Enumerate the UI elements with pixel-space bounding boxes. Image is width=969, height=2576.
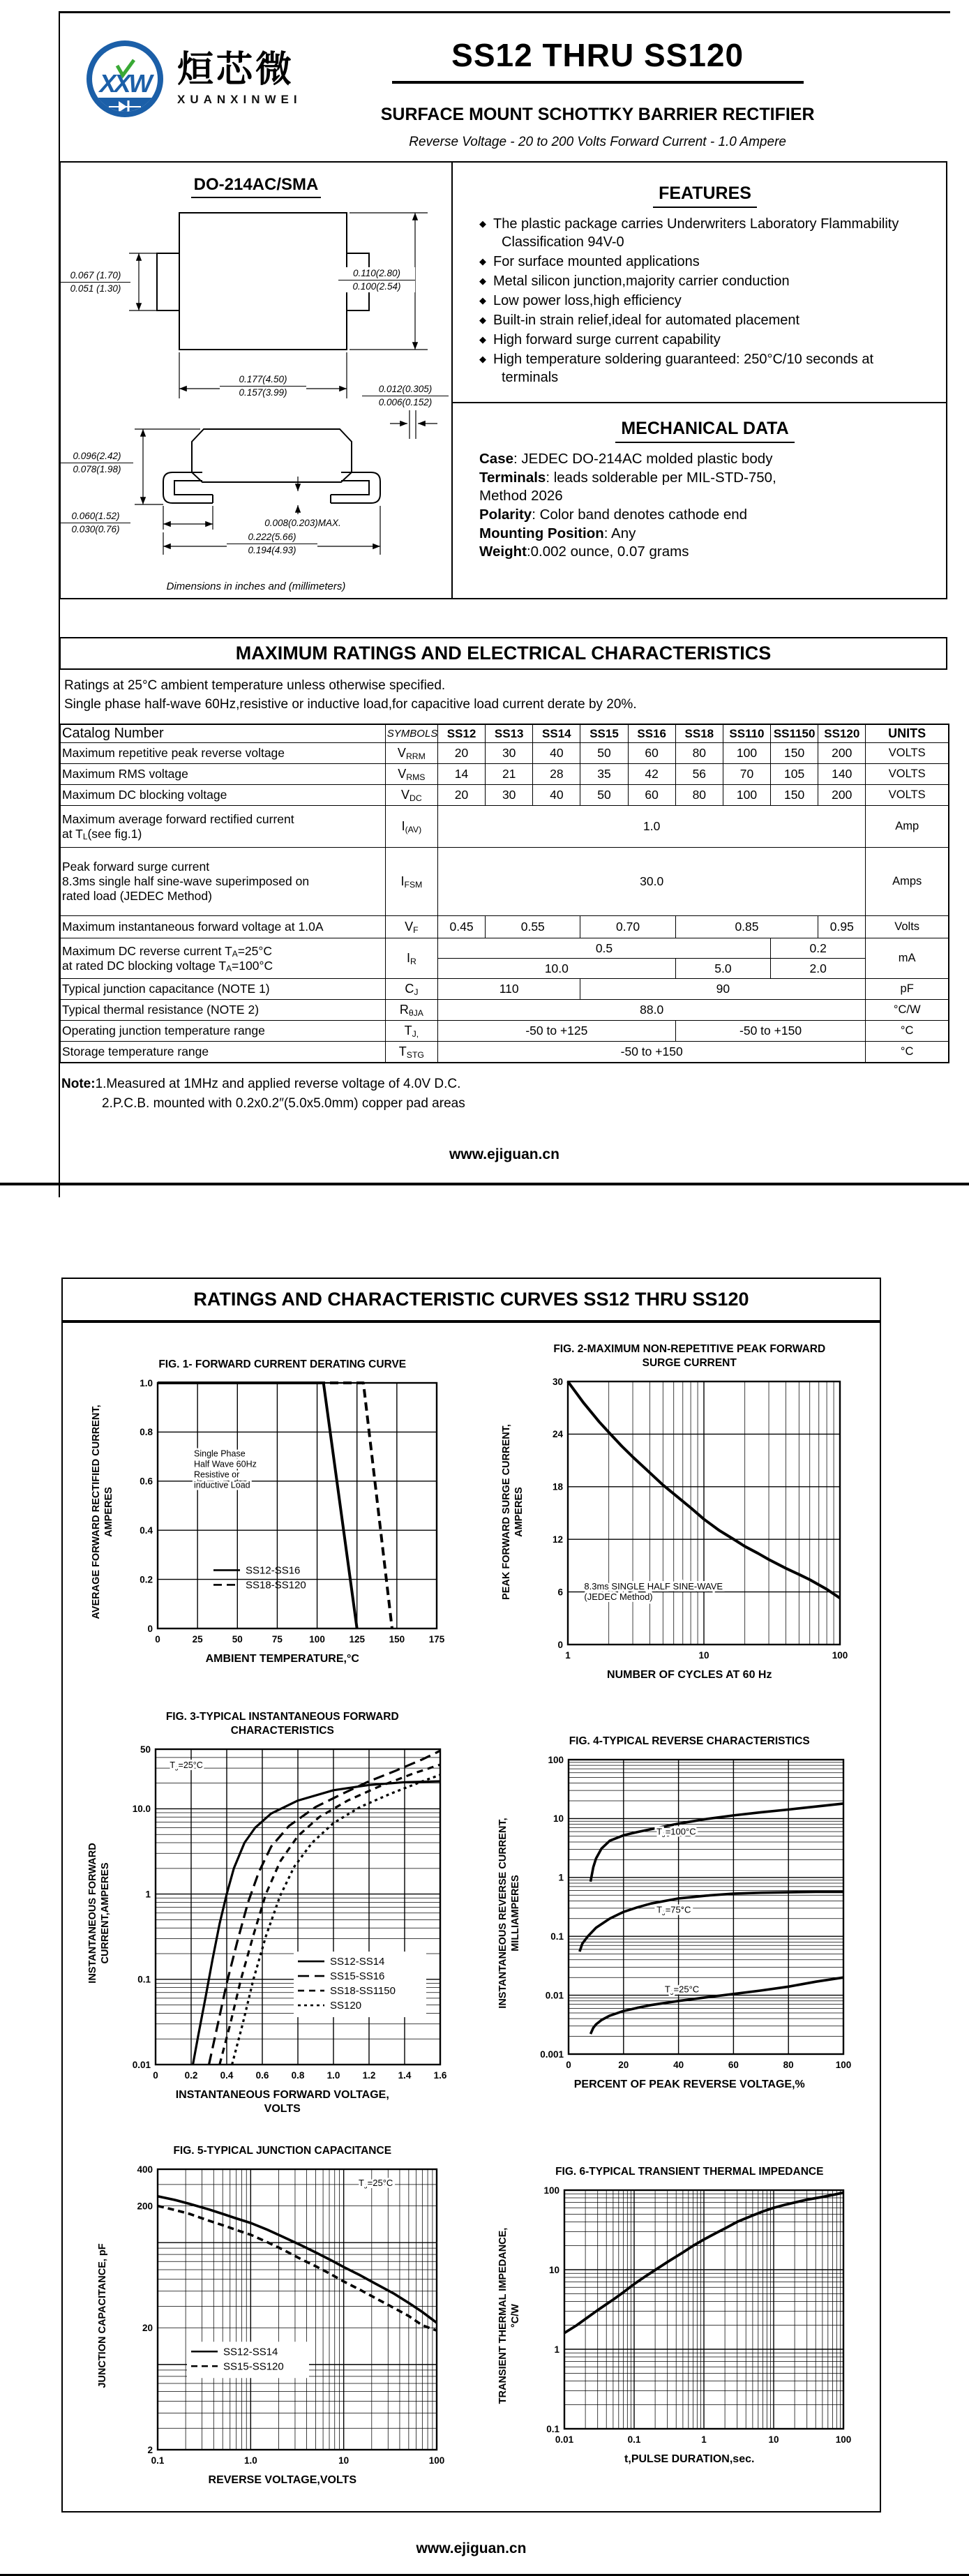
table-value-cell: 35 [580,764,628,785]
figure-ylabel-wrap [87,1372,119,1652]
unit-cell: °C [866,1021,949,1042]
figure-title: FIG. 3-TYPICAL INSTANTANEOUS FORWARD CHARACTERISTICS [165,1710,399,1737]
figure [87,1342,446,1682]
symbol-cell: TSTG [385,1042,437,1063]
mechanical-line: Method 2026 [479,488,563,504]
svg-text:XXW: XXW [99,69,151,98]
figure-ylabel: INSTANTANEOUS REVERSE CURRENT, MILLIAMPERES [497,1818,522,2009]
svg-text:0.4: 0.4 [139,1525,153,1536]
figure [493,1710,853,2116]
package-pane [61,163,453,598]
svg-text:8.3ms SINGLE HALF SINE-WAVE: 8.3ms SINGLE HALF SINE-WAVE [584,1580,723,1592]
figure-xlabel: t,PULSE DURATION,sec. [624,2453,755,2466]
svg-text:inductive Load: inductive Load [193,1480,250,1490]
unit-cell: VOLTS [866,743,949,764]
svg-text:0: 0 [152,2070,158,2081]
feature-item: ◆ Metal silicon junction,majority carrier conduction [479,274,790,289]
svg-text:10: 10 [338,2455,349,2466]
figure-ylabel-wrap [87,2159,119,2473]
symbol-cell: VDC [385,785,437,806]
table-value-cell: 80 [675,743,723,764]
svg-text:0: 0 [566,2060,572,2071]
svg-text:0.8: 0.8 [139,1427,153,1438]
note-line-1: Note:1.Measured at 1MHz and applied reverse voltage of 4.0V D.C. [61,1076,461,1091]
svg-text:100: 100 [309,1634,325,1645]
svg-text:6: 6 [557,1587,564,1598]
table-value-cell: 80 [675,785,723,806]
part-header: SS12 [437,724,485,743]
logo [82,36,302,121]
table-value-cell: 0.45 [437,916,485,938]
svg-text:1.2: 1.2 [362,2070,376,2081]
feature-item: ◆ Built-in strain relief,ideal for automated placement [479,313,800,328]
svg-text:Half Wave 60Hz: Half Wave 60Hz [193,1459,257,1469]
svg-text:100: 100 [548,1754,564,1765]
figure-ylabel: PEAK FORWARD SURGE CURRENT, AMPERES [501,1424,525,1601]
svg-text:12: 12 [553,1534,564,1545]
table-value-cell: 14 [437,764,485,785]
parameter-cell: Maximum instantaneous forward voltage at 1.0A [60,916,385,938]
table-row [60,916,949,938]
curves-title: RATINGS AND CHARACTERISTIC CURVES SS12 THRU SS120 [63,1279,880,1323]
svg-text:1.0: 1.0 [326,2070,340,2081]
svg-text:TJ=25°C: $T_J=25^\circ C$ [170,1760,203,1772]
parameter-cell: Maximum average forward rectified current at TL(see fig.1) [60,806,385,848]
table-value-cell: -50 to +150 [437,1042,865,1063]
dim-overall-width-label: 0.222(5.66) 0.194(4.93) [227,531,317,556]
mechanical-line: Weight:0.002 ounce, 0.07 grams [479,544,689,560]
svg-text:60: 60 [728,2060,739,2071]
figure-cell-3 [63,1710,470,2116]
parameter-cell: Typical junction capacitance (NOTE 1) [60,979,385,1000]
svg-text:0.2: 0.2 [184,2070,198,2081]
feature-item: ◆ For surface mounted applications [479,254,700,269]
brand-chinese: 烜芯微 [177,49,295,90]
svg-text:100: 100 [832,1649,848,1661]
table-value-cell: 40 [533,785,580,806]
logo-mark-icon [82,36,167,121]
svg-text:Single Phase: Single Phase [193,1448,246,1459]
svg-text:0.1: 0.1 [137,1974,151,1985]
symbol-cell: I(AV) [385,806,437,848]
figure-cell-2 [470,1342,878,1682]
table-value-cell: 0.85 [675,916,818,938]
svg-text:0.01: 0.01 [555,2434,574,2446]
table-row [60,938,949,959]
svg-text:18: 18 [553,1481,564,1492]
ratings-desc-1: Ratings at 25°C ambient temperature unless otherwise specified. [64,678,446,693]
dim-foot-length-label: 0.060(1.52) 0.030(0.76) [61,510,130,535]
figure-ylabel-wrap [83,1739,115,2088]
mechanical-section [453,403,946,569]
part-header: SS13 [486,724,533,743]
figure-title: FIG. 6-TYPICAL TRANSIENT THERMAL IMPEDANCE [555,2166,824,2178]
parameter-cell: Maximum repetitive peak reverse voltage [60,743,385,764]
parameter-cell: Maximum DC blocking voltage [60,785,385,806]
svg-text:24: 24 [553,1429,564,1440]
figure-cell-5 [63,2144,470,2487]
table-value-cell: 60 [628,743,675,764]
unit-cell: mA [866,938,949,979]
svg-text:1.4: 1.4 [398,2070,412,2081]
dim-profile-height-label: 0.096(2.42) 0.078(1.98) [61,450,133,475]
svg-text:100: 100 [543,2185,560,2196]
figure-cell-6 [470,2144,878,2487]
dim-lead-thickness-label: 0.012(0.305) 0.006(0.152) [362,383,449,408]
table-row [60,979,949,1000]
svg-text:0.1: 0.1 [151,2455,165,2466]
mechanical-title: MECHANICAL DATA [479,419,931,439]
unit-cell: VOLTS [866,764,949,785]
unit-cell: Amp [866,806,949,848]
figure-ylabel-wrap [493,1749,525,2077]
figure-xlabel: PERCENT OF PEAK REVERSE VOLTAGE,% [573,2079,805,2091]
table-value-cell: -50 to +125 [437,1021,675,1042]
svg-text:100: 100 [835,2060,852,2071]
unit-cell: Amps [866,848,949,916]
svg-text:SS15-SS16: SS15-SS16 [329,1970,385,1983]
symbol-cell: IFSM [385,848,437,916]
table-value-cell: 0.70 [580,916,675,938]
svg-text:0.1: 0.1 [627,2434,641,2446]
part-header: SS16 [628,724,675,743]
footer-url-1: www.ejiguan.cn [449,1146,559,1162]
figure-title: FIG. 4-TYPICAL REVERSE CHARACTERISTICS [569,1735,810,1748]
svg-text:80: 80 [783,2060,794,2071]
svg-text:50: 50 [232,1634,243,1645]
table-row [60,764,949,785]
table-value-cell: 5.0 [675,959,770,979]
svg-text:TJ=25°C: $T_J=25^\circ C$ [665,1984,700,1997]
svg-text:0.2: 0.2 [139,1574,153,1585]
curves-box [61,1278,881,2513]
package-drawing [61,197,451,578]
svg-text:175: 175 [428,1634,445,1645]
svg-text:75: 75 [271,1634,283,1645]
package-caption: Dimensions in inches and (millimeters) [166,581,346,592]
svg-text:SS18-SS120: SS18-SS120 [245,1579,306,1592]
svg-text:0: 0 [557,1639,564,1650]
figure-main [115,1710,450,2116]
part-header: SS120 [818,724,866,743]
doc-title: SS12 THRU SS120 [451,37,744,73]
ratings-table [59,724,949,1063]
table-value-cell: 200 [818,785,866,806]
svg-text:40: 40 [673,2060,684,2071]
figure-ylabel: INSTANTANEOUS FORWARD CURRENT,AMPERES [87,1843,111,1984]
table-value-cell: 105 [771,764,818,785]
table-value-cell: 30 [486,743,533,764]
feature-item: ◆ The plastic package carries Underwriters Laboratory Flammability Classification 94V-0 [479,216,899,250]
table-value-cell: 90 [580,979,866,1000]
feature-item: ◆ High forward surge current capability [479,332,721,347]
figures-grid [63,1323,880,2512]
svg-text:100: 100 [835,2434,852,2446]
mechanical-line: Polarity: Color band denotes cathode end [479,506,748,523]
svg-text:200: 200 [137,2201,153,2212]
svg-text:100: 100 [428,2455,445,2466]
svg-text:10: 10 [698,1649,709,1661]
figure [497,1342,850,1682]
svg-text:10: 10 [768,2434,779,2446]
symbols-header: SYMBOLS [385,724,437,743]
figure-main [525,2165,853,2466]
part-header: SS15 [580,724,628,743]
svg-text:10: 10 [549,2265,560,2276]
parameter-cell: Maximum DC reverse current TA=25°C at rated DC blocking voltage TA=100°C [60,938,385,979]
table-value-cell: 70 [723,764,770,785]
page-separator [0,1183,969,1185]
table-value-cell: -50 to +150 [675,1021,866,1042]
ratings-title: MAXIMUM RATINGS AND ELECTRICAL CHARACTERISTICS [59,637,947,670]
unit-cell: Volts [866,916,949,938]
feature-item: ◆ High temperature soldering guaranteed: 250°C/10 seconds at terminals [479,352,874,385]
svg-text:0.01: 0.01 [545,1990,564,2001]
svg-text:150: 150 [389,1634,405,1645]
features-section [453,163,946,395]
figure-chart [115,1739,450,2088]
svg-text:TJ=25°C: $T_J=25^\circ C$ [358,2178,393,2191]
table-value-cell: 1.0 [437,806,865,848]
svg-text:Resistive or: Resistive or [193,1469,240,1480]
symbol-cell: VRMS [385,764,437,785]
svg-text:2: 2 [147,2445,153,2456]
table-row [60,848,949,916]
figure-title: FIG. 1- FORWARD CURRENT DERATING CURVE [158,1358,407,1371]
mechanical-line: Case: JEDEC DO-214AC molded plastic body [479,451,773,467]
table-value-cell: 50 [580,743,628,764]
header [0,0,969,150]
svg-text:SS12-SS14: SS12-SS14 [329,1956,385,1968]
table-value-cell: 0.5 [437,938,770,959]
title-underline [392,81,804,84]
table-value-cell: 150 [771,743,818,764]
dim-body-height-label: 0.110(2.80) 0.100(2.54) [338,267,415,292]
table-value-cell: 28 [533,764,580,785]
svg-text:0: 0 [147,1624,153,1635]
svg-text:30: 30 [553,1376,564,1387]
table-header-row [60,724,949,743]
features-list [479,215,931,387]
features-mechanical-pane [453,163,946,598]
figure-main [525,1735,853,2092]
table-row [60,743,949,764]
table-value-cell: 100 [723,785,770,806]
table-value-cell: 2.0 [771,959,866,979]
svg-text:20: 20 [618,2060,629,2071]
figure-ylabel-wrap [497,1364,529,1661]
svg-text:(JEDEC Method): (JEDEC Method) [584,1591,653,1602]
svg-text:SS120: SS120 [329,2000,361,2012]
svg-text:1: 1 [565,1649,571,1661]
svg-text:0.6: 0.6 [255,2070,269,2081]
figure [493,2144,853,2487]
parameter-cell: Typical thermal resistance (NOTE 2) [60,1000,385,1021]
figure-main [529,1342,850,1682]
symbol-cell: RθJA [385,1000,437,1021]
unit-cell: °C/W [866,1000,949,1021]
table-value-cell: 100 [723,743,770,764]
dim-lead-height-label: 0.067 (1.70) 0.051 (1.30) [61,269,130,294]
mechanical-lines [479,450,931,562]
svg-text:SS12-SS14: SS12-SS14 [223,2346,278,2358]
figure-ylabel: AVERAGE FORWARD RECTIFIED CURRENT, AMPERES [90,1405,114,1619]
symbol-cell: TJ, [385,1021,437,1042]
figure-xlabel: REVERSE VOLTAGE,VOLTS [208,2474,356,2487]
figure-chart [529,1372,850,1668]
svg-text:1.6: 1.6 [433,2070,447,2081]
notes [61,1074,969,1114]
package-features-box [59,161,947,599]
table-value-cell: 88.0 [437,1000,865,1021]
figure-xlabel: AMBIENT TEMPERATURE,°C [205,1653,359,1665]
svg-text:0.6: 0.6 [139,1476,153,1487]
parameter-cell: Maximum RMS voltage [60,764,385,785]
svg-text:400: 400 [137,2164,153,2176]
table-row [60,785,949,806]
parameter-cell: Storage temperature range [60,1042,385,1063]
svg-text:10.0: 10.0 [132,1804,151,1815]
parameter-cell: Operating junction temperature range [60,1021,385,1042]
svg-text:1.0: 1.0 [243,2455,257,2466]
svg-text:10: 10 [553,1813,564,1825]
feature-item: ◆ Low power loss,high efficiency [479,293,682,308]
note-line-2: 2.P.C.B. mounted with 0.2x0.2″(5.0x5.0mm) copper pad areas [102,1096,465,1111]
figure-chart [119,1373,446,1652]
part-header: SS110 [723,724,770,743]
svg-text:0: 0 [154,1634,160,1645]
svg-text:50: 50 [140,1744,151,1755]
figure-chart [525,2180,853,2453]
svg-text:TJ=100°C: $T_J=100^\circ C$ [656,1826,696,1839]
table-value-cell: 110 [437,979,580,1000]
logo-text [177,51,302,107]
table-row [60,1042,949,1063]
svg-text:SS15-SS120: SS15-SS120 [223,2360,284,2373]
dim-standoff-label: 0.008(0.203)MAX. [236,517,369,530]
figure-main [119,2144,446,2487]
svg-text:SS18-SS1150: SS18-SS1150 [329,1985,396,1998]
table-value-cell: 0.55 [486,916,580,938]
brand-latin: XUANXINWEI [177,93,302,107]
svg-text:0.4: 0.4 [220,2070,234,2081]
unit-cell: VOLTS [866,785,949,806]
figure-ylabel-wrap [493,2180,525,2452]
dim-body-width-label: 0.177(4.50) 0.157(3.99) [220,373,306,398]
mechanical-line: Mounting Position: Any [479,525,636,541]
figure-title: FIG. 5-TYPICAL JUNCTION CAPACITANCE [173,2145,392,2157]
svg-text:1: 1 [701,2434,707,2446]
table-row [60,1000,949,1021]
header-title-block [368,36,828,150]
table-value-cell: 140 [818,764,866,785]
table-value-cell: 50 [580,785,628,806]
features-title: FEATURES [479,184,931,204]
page-top-rule [59,11,950,13]
table-row [60,1021,949,1042]
table-value-cell: 40 [533,743,580,764]
mechanical-line: Terminals: leads solderable per MIL-STD-750, [479,469,776,486]
figure-xlabel: INSTANTANEOUS FORWARD VOLTAGE, VOLTS [175,2089,389,2116]
symbol-cell: IR [385,938,437,979]
footer-url-2: www.ejiguan.cn [416,2540,527,2557]
svg-text:SS12-SS16: SS12-SS16 [245,1564,301,1577]
catalog-header: Catalog Number [60,724,385,743]
table-value-cell: 20 [437,785,485,806]
ratings-desc-2: Single phase half-wave 60Hz,resistive or inductive load,for capacitive load current derate by 20%. [64,696,637,712]
table-value-cell: 200 [818,743,866,764]
figure-chart [525,1750,853,2078]
figure-ylabel: JUNCTION CAPACITANCE, pF [96,2243,108,2388]
table-value-cell: 10.0 [437,959,675,979]
svg-text:125: 125 [349,1634,365,1645]
table-value-cell: 150 [771,785,818,806]
table-value-cell: 0.2 [771,938,866,959]
unit-cell: pF [866,979,949,1000]
unit-cell: °C [866,1042,949,1063]
svg-text:0.1: 0.1 [546,2424,560,2435]
figure-cell-4 [470,1710,878,2116]
part-header: SS1150 [771,724,818,743]
svg-text:1: 1 [558,1872,564,1883]
svg-text:1: 1 [145,1889,151,1900]
units-header: UNITS [866,724,949,743]
figure-main [119,1358,446,1666]
table-value-cell: 56 [675,764,723,785]
table-value-cell: 20 [437,743,485,764]
figure-chart [119,2159,446,2473]
svg-text:1: 1 [554,2344,560,2356]
ratings-desc [64,677,969,714]
table-value-cell: 60 [628,785,675,806]
table-value-cell: 30 [486,785,533,806]
table-value-cell: 21 [486,764,533,785]
page-left-rule [59,11,60,1197]
doc-tagline: Reverse Voltage - 20 to 200 Volts Forward Current - 1.0 Ampere [409,135,786,149]
svg-text:TJ=75°C: $T_J=75^\circ C$ [656,1904,691,1917]
svg-text:0.01: 0.01 [132,2060,151,2071]
svg-text:1.0: 1.0 [139,1378,153,1389]
figure-cell-1 [63,1342,470,1682]
symbol-cell: CJ [385,979,437,1000]
symbol-cell: VRRM [385,743,437,764]
parameter-cell: Peak forward surge current 8.3ms single half sine-wave superimposed on rated load (JEDEC Method) [60,848,385,916]
table-value-cell: 42 [628,764,675,785]
svg-text:20: 20 [142,2323,153,2334]
table-row [60,806,949,848]
svg-text:0.001: 0.001 [540,2049,564,2060]
svg-text:25: 25 [192,1634,203,1645]
part-header: SS18 [675,724,723,743]
part-header: SS14 [533,724,580,743]
symbol-cell: VF [385,916,437,938]
table-value-cell: 30.0 [437,848,865,916]
figure-title: FIG. 2-MAXIMUM NON-REPETITIVE PEAK FORWARD SURGE CURRENT [553,1342,826,1369]
svg-text:0.1: 0.1 [550,1931,564,1942]
figure [83,1710,450,2116]
figure-ylabel: TRANSIENT THERMAL IMPEDANCE, °C/W [497,2227,522,2404]
figure-xlabel: NUMBER OF CYCLES AT 60 Hz [607,1668,772,1681]
figure [87,2144,446,2487]
package-title: DO-214AC/SMA [61,175,451,195]
table-value-cell: 0.95 [818,916,866,938]
doc-subtitle: SURFACE MOUNT SCHOTTKY BARRIER RECTIFIER [380,105,815,124]
svg-text:0.8: 0.8 [291,2070,305,2081]
